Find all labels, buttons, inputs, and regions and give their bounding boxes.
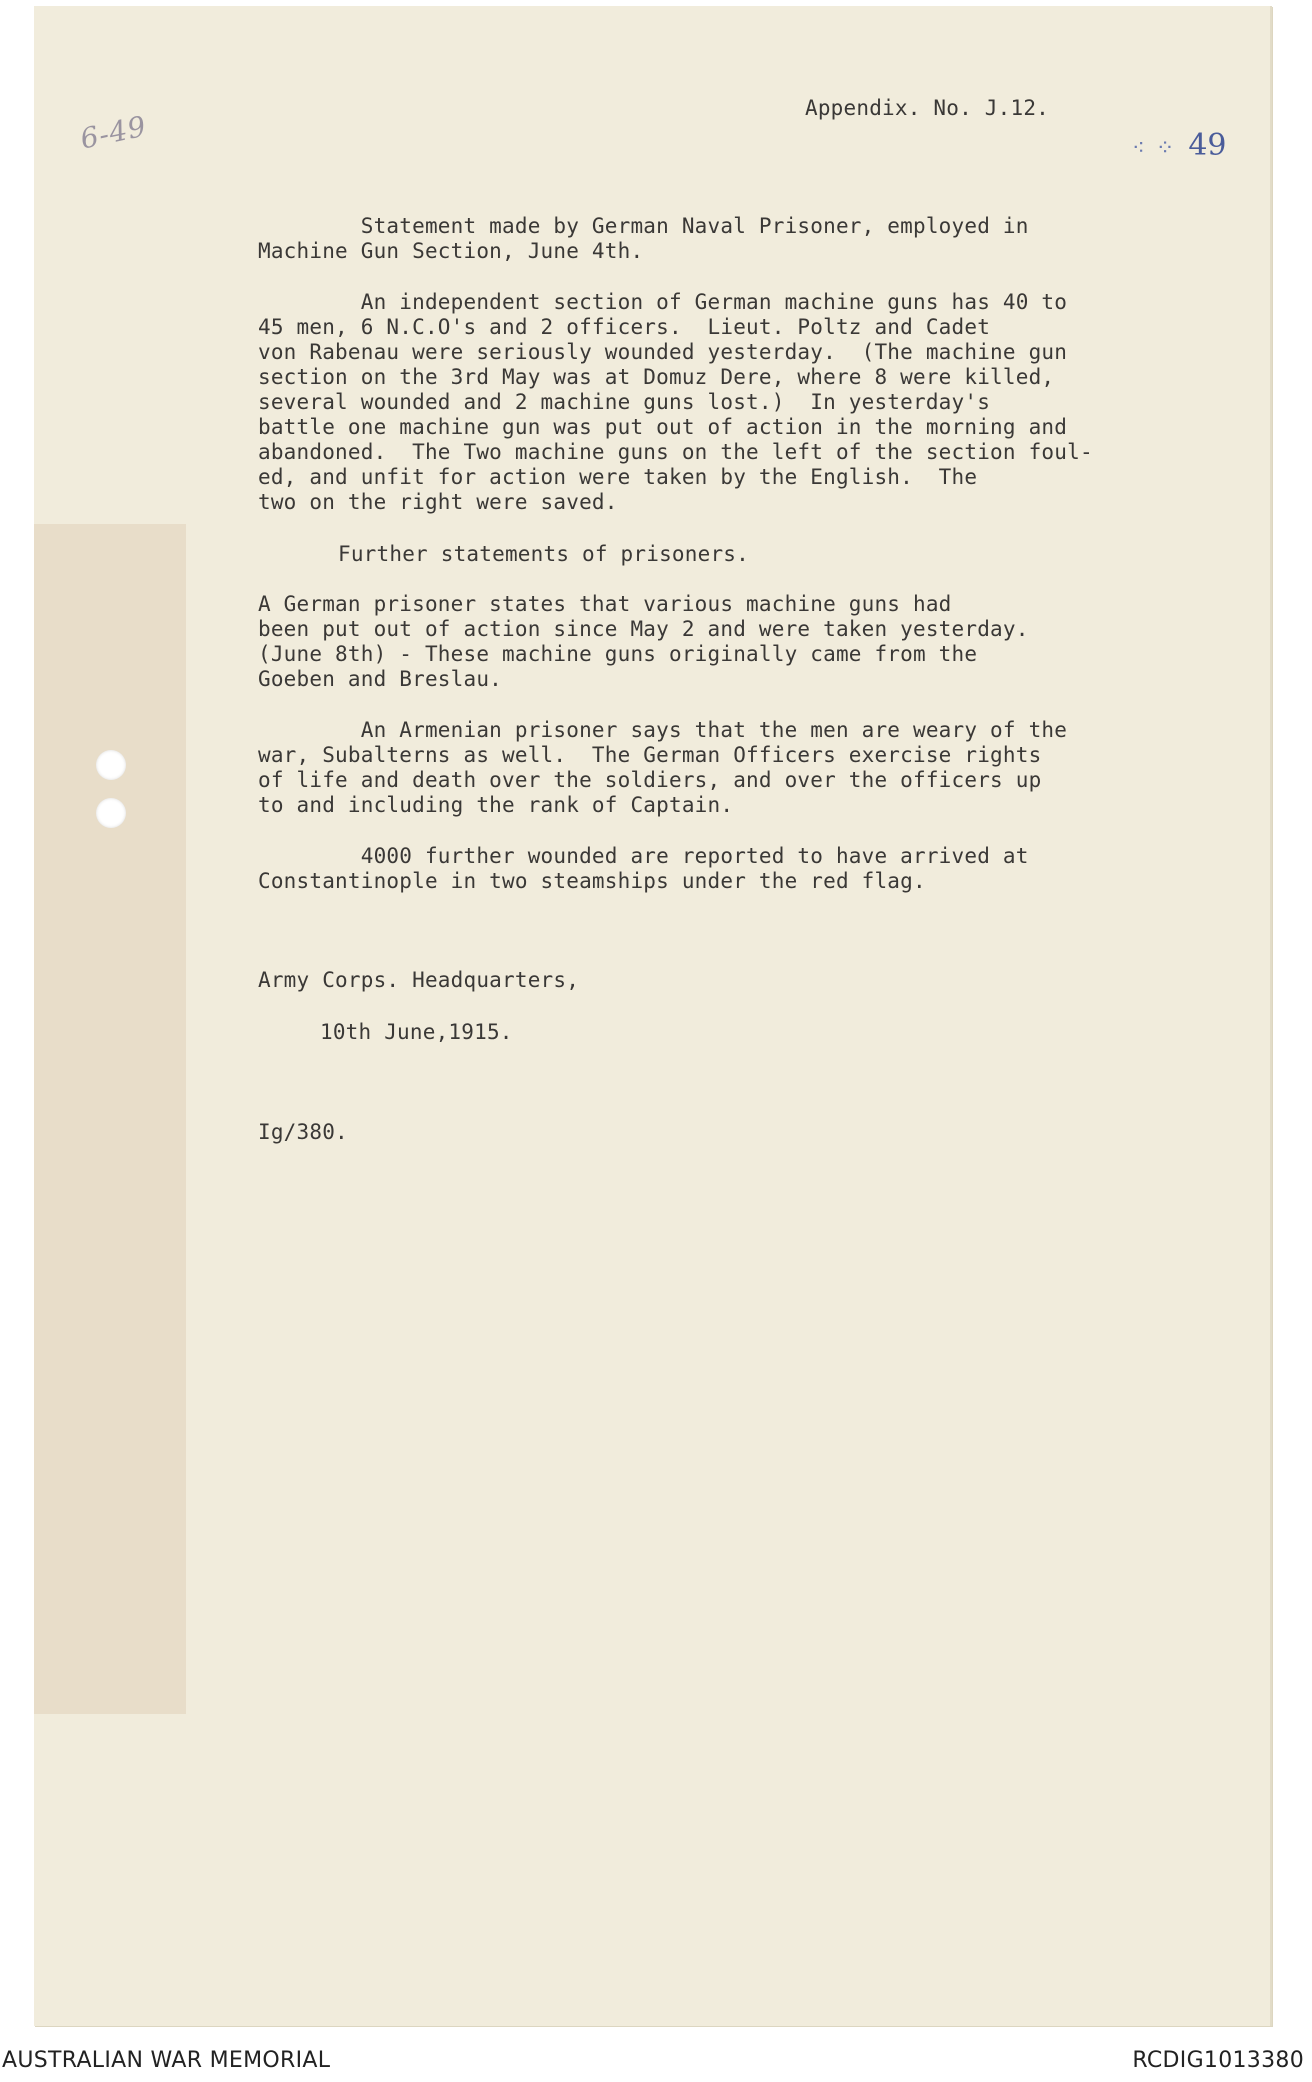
paragraph-armenian-prisoner: An Armenian prisoner says that the men are weary of the war, Subalterns as well. The German Officers exercise rights of life and death over the soldiers, and over the officers up to and including the rank of Captain. <box>258 718 1068 817</box>
footer-institution: AUSTRALIAN WAR MEMORIAL <box>2 2048 331 2073</box>
appendix-heading: Appendix. No. J.12. <box>805 96 1050 120</box>
folio-stamp <box>1132 128 1227 163</box>
binding-strip <box>34 524 186 1714</box>
folio-number: 49 <box>1188 128 1227 163</box>
paragraph-machine-gun-section: An independent section of German machine guns has 40 to 45 men, 6 N.C.O's and 2 officers. Lieut. Poltz and Cadet von Rabenau were seriously wounded yesterday. (The machine gun section on the 3rd May was at Domuz Dere, where 8 were killed, several wounded and 2 machine guns lost.) In yesterday's battle one machine gun was put out of action in the morning and abandoned. The Two machine guns on the left of the section foul- ed, and unfit for action were taken by the English. The two on the right were saved. <box>258 290 1093 514</box>
document-date: 10th June,1915. <box>320 1020 513 1044</box>
reference-number: Ig/380. <box>258 1120 348 1144</box>
paragraph-wounded-arrivals: 4000 further wounded are reported to have arrived at Constantinople in two steamships under the red flag. <box>258 844 1029 893</box>
further-statements-heading: Further statements of prisoners. <box>338 542 749 566</box>
punch-hole <box>96 798 126 828</box>
signoff-headquarters: Army Corps. Headquarters, <box>258 968 580 992</box>
punch-hole <box>96 750 126 780</box>
pencil-annotation: 6-49 <box>77 109 150 156</box>
paragraph-german-prisoner: A German prisoner states that various machine guns had been put out of action since May 2 and were taken yesterday. (June 8th) - These machine guns originally came from the Goeben and Breslau. <box>258 592 1029 691</box>
stamp-marks: ⁖ ⁘ <box>1132 136 1177 161</box>
paragraph-statement-intro: Statement made by German Naval Prisoner, employed in Machine Gun Section, June 4th. <box>258 214 1029 263</box>
footer-record-id: RCDIG1013380 <box>1132 2048 1304 2073</box>
